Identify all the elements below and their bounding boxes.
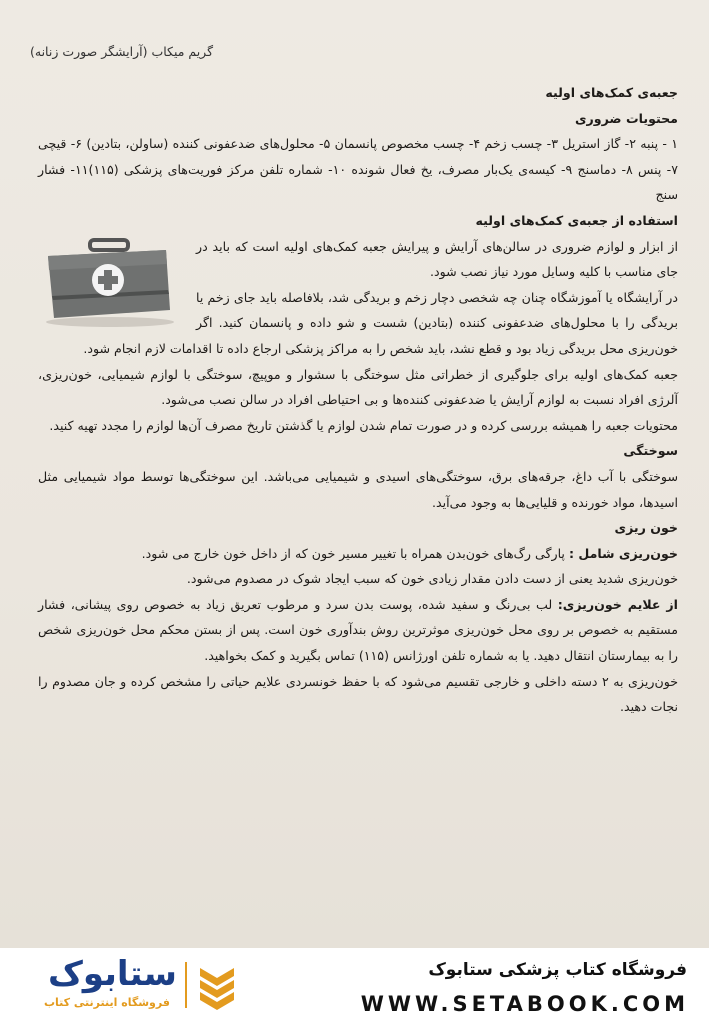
bleeding-signs-text: لب بی‌رنگ و سفید شده، پوست بدن سرد و مرطوب تعریق زیاد به خصوص روی پیشانی، فشار مستقیم به خصوص بر روی محل خون‌ریزی موثرترین روش بندآوری خون است. پس از بستن محکم محل خون‌ریزی شخص را به بیمارستان انتقال دهید. یا به شماره تلفن اورژانس (۱۱۵) تماس بگیرید و کمک بخواهید. — [38, 596, 678, 664]
burn-title: سوختگی — [623, 443, 678, 459]
bleeding-includes-text: پارگی رگ‌های خون‌بدن همراه با تغییر مسیر خون که از داخل خون خارج می شود. — [141, 545, 565, 561]
bleeding-title: خون ریزی — [614, 520, 678, 536]
usage-paragraph-1: از ابزار و لوازم ضروری در سالن‌های آرایش و پیرایش جعبه کمک‌های اولیه است که باید در جای مناسب با کلیه وسایل مورد نیاز نصب شود. — [196, 238, 678, 280]
first-aid-kit-icon — [38, 238, 178, 328]
bleeding-severe: خون‌ریزی شدید یعنی از دست دادن مقدار زیادی خون که سبب ایجاد شوک در مصدوم می‌شود. — [186, 571, 678, 587]
bleeding-signs — [38, 592, 678, 669]
bleeding-includes-label: خون‌ریزی شامل : — [568, 545, 678, 561]
page-content — [38, 80, 678, 720]
usage-paragraph-2: در آرایشگاه یا آموزشگاه چنان چه شخصی دچار زخم و بریدگی شد، بلافاصله باید جای زخم یا بریدگی را با محلول‌های ضدعفونی کننده (بتادین) شست و شو داده و پانسمان کنید. اگر خون‌ریزی محل بریدگی زیاد بود و قطع نشد، باید شخص را به مراکز پزشکی ارجاع داده تا اقدامات لازم انجام شود. — [83, 289, 678, 356]
footer-banner — [0, 948, 709, 1024]
store-url[interactable]: WWW.SETABOOK.COM — [360, 992, 689, 1016]
store-name: فروشگاه کتاب پزشکی ستابوک — [428, 960, 687, 980]
burn-paragraph: سوختگی با آب داغ، جرقه‌های برق، سوختگی‌های اسیدی و شیمیایی می‌باشد. این سوختگی‌ها توسط مواد شیمیایی مثل اسیدها، مواد خورنده و قلیایی‌ها به وجود می‌آید. — [38, 468, 678, 510]
bleeding-types: خون‌ریزی به ۲ دسته داخلی و خارجی تقسیم می‌شود که با حفظ خونسردی علایم حیاتی را مشخص کرده و جان مصدوم را نجات دهید. — [38, 673, 678, 715]
contents-list: ۱ - پنبه ۲- گاز استریل ۳- چسب زخم ۴- چسب مخصوص پانسمان ۵- محلول‌های ضدعفونی کننده (ساولن، بتادین) ۶- قیچی ۷- پنس ۸- دماسنج ۹- کیسه‌ی یک‌بار مصرف، یخ فعال شونده ۱۰- شماره تلفن مرکز فوریت‌های پزشکی (۱۱۵)۱۱- فشار سنج — [38, 136, 679, 203]
usage-paragraph-4: محتویات جعبه را همیشه بررسی کرده و در صورت تمام شدن لوازم یا گذشتن تاریخ مصرف آن‌ها لوازم را مجدد تهیه کنید. — [49, 417, 678, 433]
usage-paragraph-3: جعبه کمک‌های اولیه برای جلوگیری از خطراتی مثل سوختگی با سشوار و موپیچ، سوختگی با لوازم شیمیایی، خون‌ریزی، آلرژی افراد نسبت به لوازم آرایش یا ضدعفونی کننده‌ها و بی احتیاطی افراد در سالن نصب می‌شود. — [38, 366, 678, 408]
first-aid-title: جعبه‌ی کمک‌های اولیه — [545, 85, 678, 100]
bleeding-signs-label: از علایم خون‌ریزی: — [557, 596, 678, 612]
logo-text: ستابوک — [48, 954, 177, 994]
usage-title: استفاده از جعبه‌ی کمک‌های اولیه — [475, 212, 678, 228]
bleeding-includes — [38, 541, 678, 567]
logo-divider — [185, 962, 187, 1008]
logo-subtitle: فروشگاه اینترنتی کتاب — [44, 996, 170, 1009]
running-head: گریم میکاب (آرایشگر صورت زنانه) — [30, 44, 214, 59]
book-logo-icon — [196, 960, 238, 1012]
contents-title: محتویات ضروری — [574, 110, 678, 126]
